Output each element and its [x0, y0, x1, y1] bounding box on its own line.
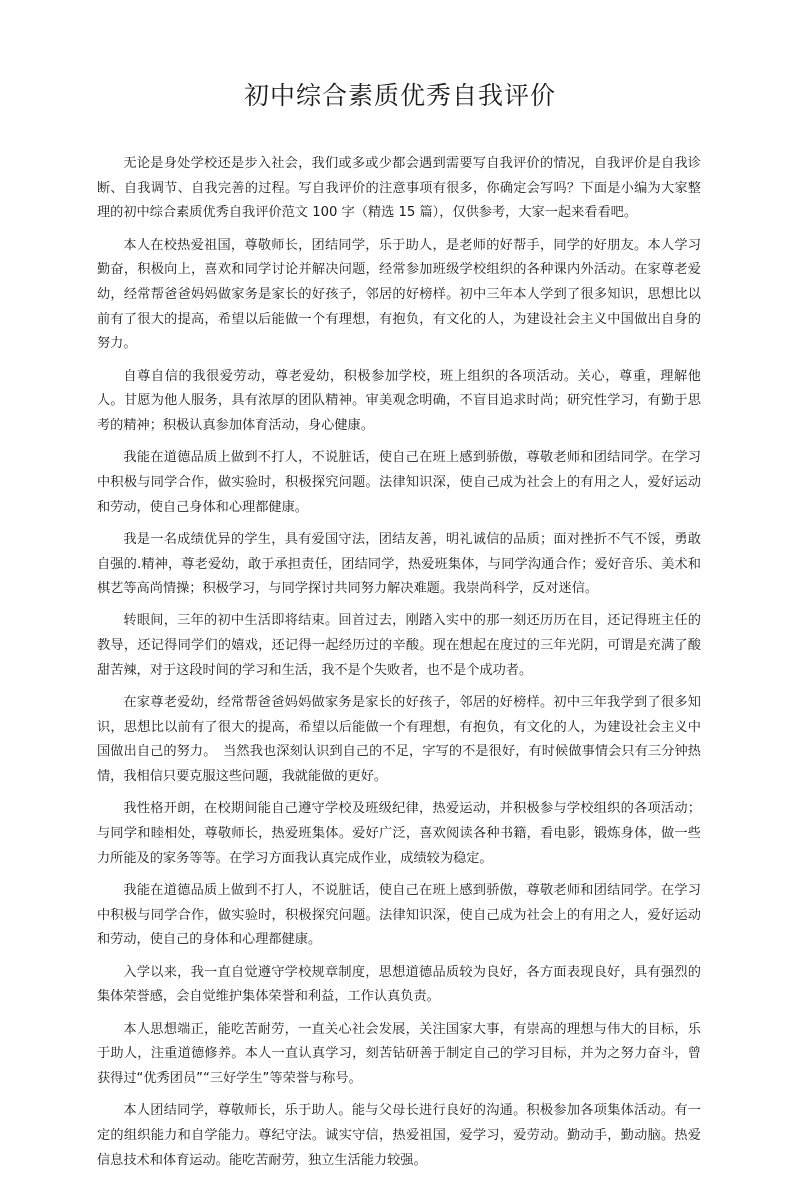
- document-title: 初中综合素质优秀自我评价: [243, 81, 556, 110]
- paragraph-6: 在家尊老爱幼，经常帮爸爸妈妈做家务是家长的好孩子，邻居的好榜样。初中三年我学到了很多知识，思想比以前有了很大的提高，希望以后能做一个有理想，有抱负，有文化的人，为建设社会主义中国做出自己的努力。 当然我也深刻认识到自己的不足，字写的不是很好，有时候做事情会只有三分钟热情，我相信只要克服这些问题，我就能做的更好。: [97, 695, 701, 785]
- paragraph-5: 转眼间，三年的初中生活即将结束。回首过去，刚踏入实中的那一刻还历历在目，还记得班主任的教导，还记得同学们的嬉戏，还记得一起经历过的辛酸。现在想起在度过的三年光阴，可谓是充满了酸甜苦辣，对于这段时间的学习和生活，我不是个失败者，也不是个成功者。: [97, 613, 701, 678]
- paragraph-4: 我是一名成绩优异的学生，具有爱国守法，团结友善，明礼诚信的品质；面对挫折不气不馁，勇敢自强的.精神，尊老爱幼，敢于承担责任，团结同学，热爱班集体，与同学沟通合作；爱好音乐、美术和棋艺等高尚情操；积极学习，与同学探讨共同努力解决难题。我崇尚科学，反对迷信。: [97, 531, 701, 597]
- document-body: [97, 152, 701, 1181]
- paragraph-8: 我能在道德品质上做到不打人，不说脏话，使自己在班上感到骄傲，尊敬老师和团结同学。在学习中积极与同学合作，做实验时，积极探究问题。法律知识深，使自己成为社会上的有用之人，爱好运动和劳动，使自己的身体和心理都健康。: [97, 882, 701, 948]
- paragraph-1: 本人在校热爱祖国，尊敬师长，团结同学，乐于助人，是老师的好帮手，同学的好朋友。本人学习勤奋，积极向上，喜欢和同学讨论并解决问题，经常参加班级学校组织的各种课内外活动。在家尊老爱幼，经常帮爸爸妈妈做家务是家长的好孩子，邻居的好榜样。初中三年本人学到了很多知识，思想比以前有了很大的提高，希望以后能做一个有理想，有抱负，有文化的人，为建设社会主义中国做出自身的努力。: [97, 237, 701, 352]
- paragraph-3: 我能在道德品质上做到不打人，不说脏话，使自己在班上感到骄傲，尊敬老师和团结同学。在学习中积极与同学合作，做实验时，积极探究问题。法律知识深，使自己成为社会上的有用之人，爱好运动和劳动，使自己身体和心理都健康。: [97, 450, 701, 515]
- paragraph-10: 本人思想端正，能吃苦耐劳，一直关心社会发展，关注国家大事，有崇高的理想与伟大的目标，乐于助人，注重道德修养。本人一直认真学习，刻苦钻研善于制定自己的学习目标，并为之努力奋斗，曾获得过“优秀团员”“三好学生”等荣誉与称号。: [97, 1021, 701, 1086]
- paragraph-2: 自尊自信的我很爱劳动，尊老爱幼，积极参加学校，班上组织的各项活动。关心，尊重，理解他人。甘愿为他人服务，具有浓厚的团队精神。审美观念明确，不盲目追求时尚；研究性学习，有勤于思考的精神；积极认真参加体育活动，身心健康。: [97, 368, 701, 434]
- paragraph-9: 入学以来，我一直自觉遵守学校规章制度，思想道德品质较为良好，各方面表现良好，具有强烈的集体荣誉感，会自觉维护集体荣誉和利益，工作认真负责。: [97, 964, 701, 1005]
- paragraph-7: 我性格开朗，在校期间能自己遵守学校及班级纪律，热爱运动，并积极参与学校组织的各项活动；与同学和睦相处，尊敬师长，热爱班集体。爱好广泛，喜欢阅读各种书籍，看电影，锻炼身体，做一些力所能及的家务等等。在学习方面我认真完成作业，成绩较为稳定。: [97, 801, 701, 866]
- paragraph-intro: 无论是身处学校还是步入社会，我们或多或少都会遇到需要写自我评价的情况，自我评价是自我诊断、自我调节、自我完善的过程。写自我评价的注意事项有很多，你确定会写吗？下面是小编为大家整理的初中综合素质优秀自我评价范文 100 字（精选 15 篇），仅供参考，大家一起来看看吧。: [97, 156, 701, 221]
- paragraph-11: 本人团结同学，尊敬师长，乐于助人。能与父母长进行良好的沟通。积极参加各项集体活动。有一定的组织能力和自学能力。尊纪守法。诚实守信，热爱祖国，爱学习，爱劳动。勤动手，勤动脑。热爱信息技术和体育运动。能吃苦耐劳，独立生活能力较强。: [97, 1103, 701, 1168]
